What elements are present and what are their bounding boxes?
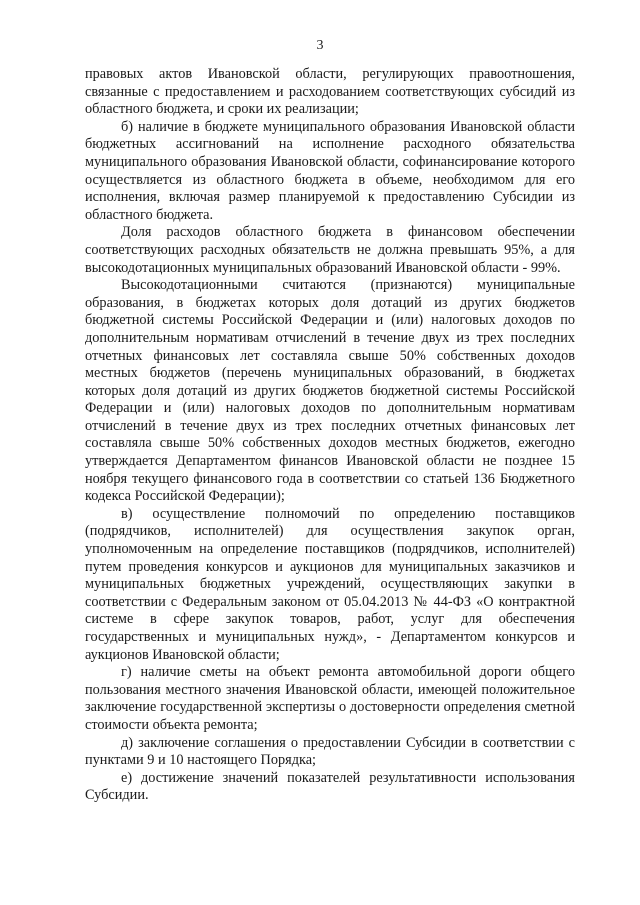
- paragraph-item-e: е) достижение значений показателей результативности использования Субсидии.: [85, 769, 575, 804]
- paragraph-item-b: б) наличие в бюджете муниципального образования Ивановской области бюджетных ассигнований на исполнение расходного обязательства муниципального образования Ивановской области, софинансирование которого осуществляется из областного бюджета в объеме, необходимом для его исполнения, включая размер планируемой к предоставлению Субсидии из областного бюджета.: [85, 118, 575, 223]
- paragraph-high-subsidy-definition: Высокодотационными считаются (признаются) муниципальные образования, в бюджетах которых доля дотаций из других бюджетов бюджетной системы Российской Федерации и (или) налоговых доходов по дополнительным нормативам отчислений в течение двух из трех последних отчетных финансовых лет составляла свыше 50% собственных доходов местных бюджетов (перечень муниципальных образований, в бюджетах которых доля дотаций из других бюджетов бюджетной системы Российской Федерации и (или) налоговых доходов по дополнительным нормативам отчислений в течение двух из трех последних отчетных финансовых лет составляла свыше 50% собственных доходов местных бюджетов, ежегодно утверждается Департаментом финансов Ивановской области не позднее 15 ноября текущего финансового года в соответствии со статьей 136 Бюджетного кодекса Российской Федерации);: [85, 277, 575, 505]
- paragraph-item-g: г) наличие сметы на объект ремонта автомобильной дороги общего пользования местного значения Ивановской области, имеющей положительное заключение государственной экспертизы о достоверности определения сметной стоимости объекта ремонта;: [85, 664, 575, 733]
- paragraph-item-d: д) заключение соглашения о предоставлении Субсидии в соответствии с пунктами 9 и 10 настоящего Порядка;: [85, 734, 575, 769]
- document-body: [85, 66, 575, 805]
- paragraph-budget-share: Доля расходов областного бюджета в финансовом обеспечении соответствующих расходных обязательств не должна превышать 95%, а для высокодотационных муниципальных образований Ивановской области - 99%.: [85, 224, 575, 276]
- page-number: 3: [316, 38, 324, 53]
- paragraph-item-v: в) осуществление полномочий по определению поставщиков (подрядчиков, исполнителей) для осуществления закупок орган, уполномоченным на определение поставщиков (подрядчиков, исполнителей) путем проведения конкурсов и аукционов для муниципальных заказчиков и муниципальных бюджетных учреждений, осуществляющих закупки в соответствии с Федеральным законом от 05.04.2013 № 44-ФЗ «О контрактной системе в сфере закупок товаров, работ, услуг для обеспечения государственных и муниципальных нужд», - Департаментом конкурсов и аукционов Ивановской области;: [85, 505, 575, 663]
- paragraph-continuation: правовых актов Ивановской области, регулирующих правоотношения, связанные с предоставлением и расходованием соответствующих субсидий из областного бюджета, и сроки их реализации;: [85, 66, 575, 118]
